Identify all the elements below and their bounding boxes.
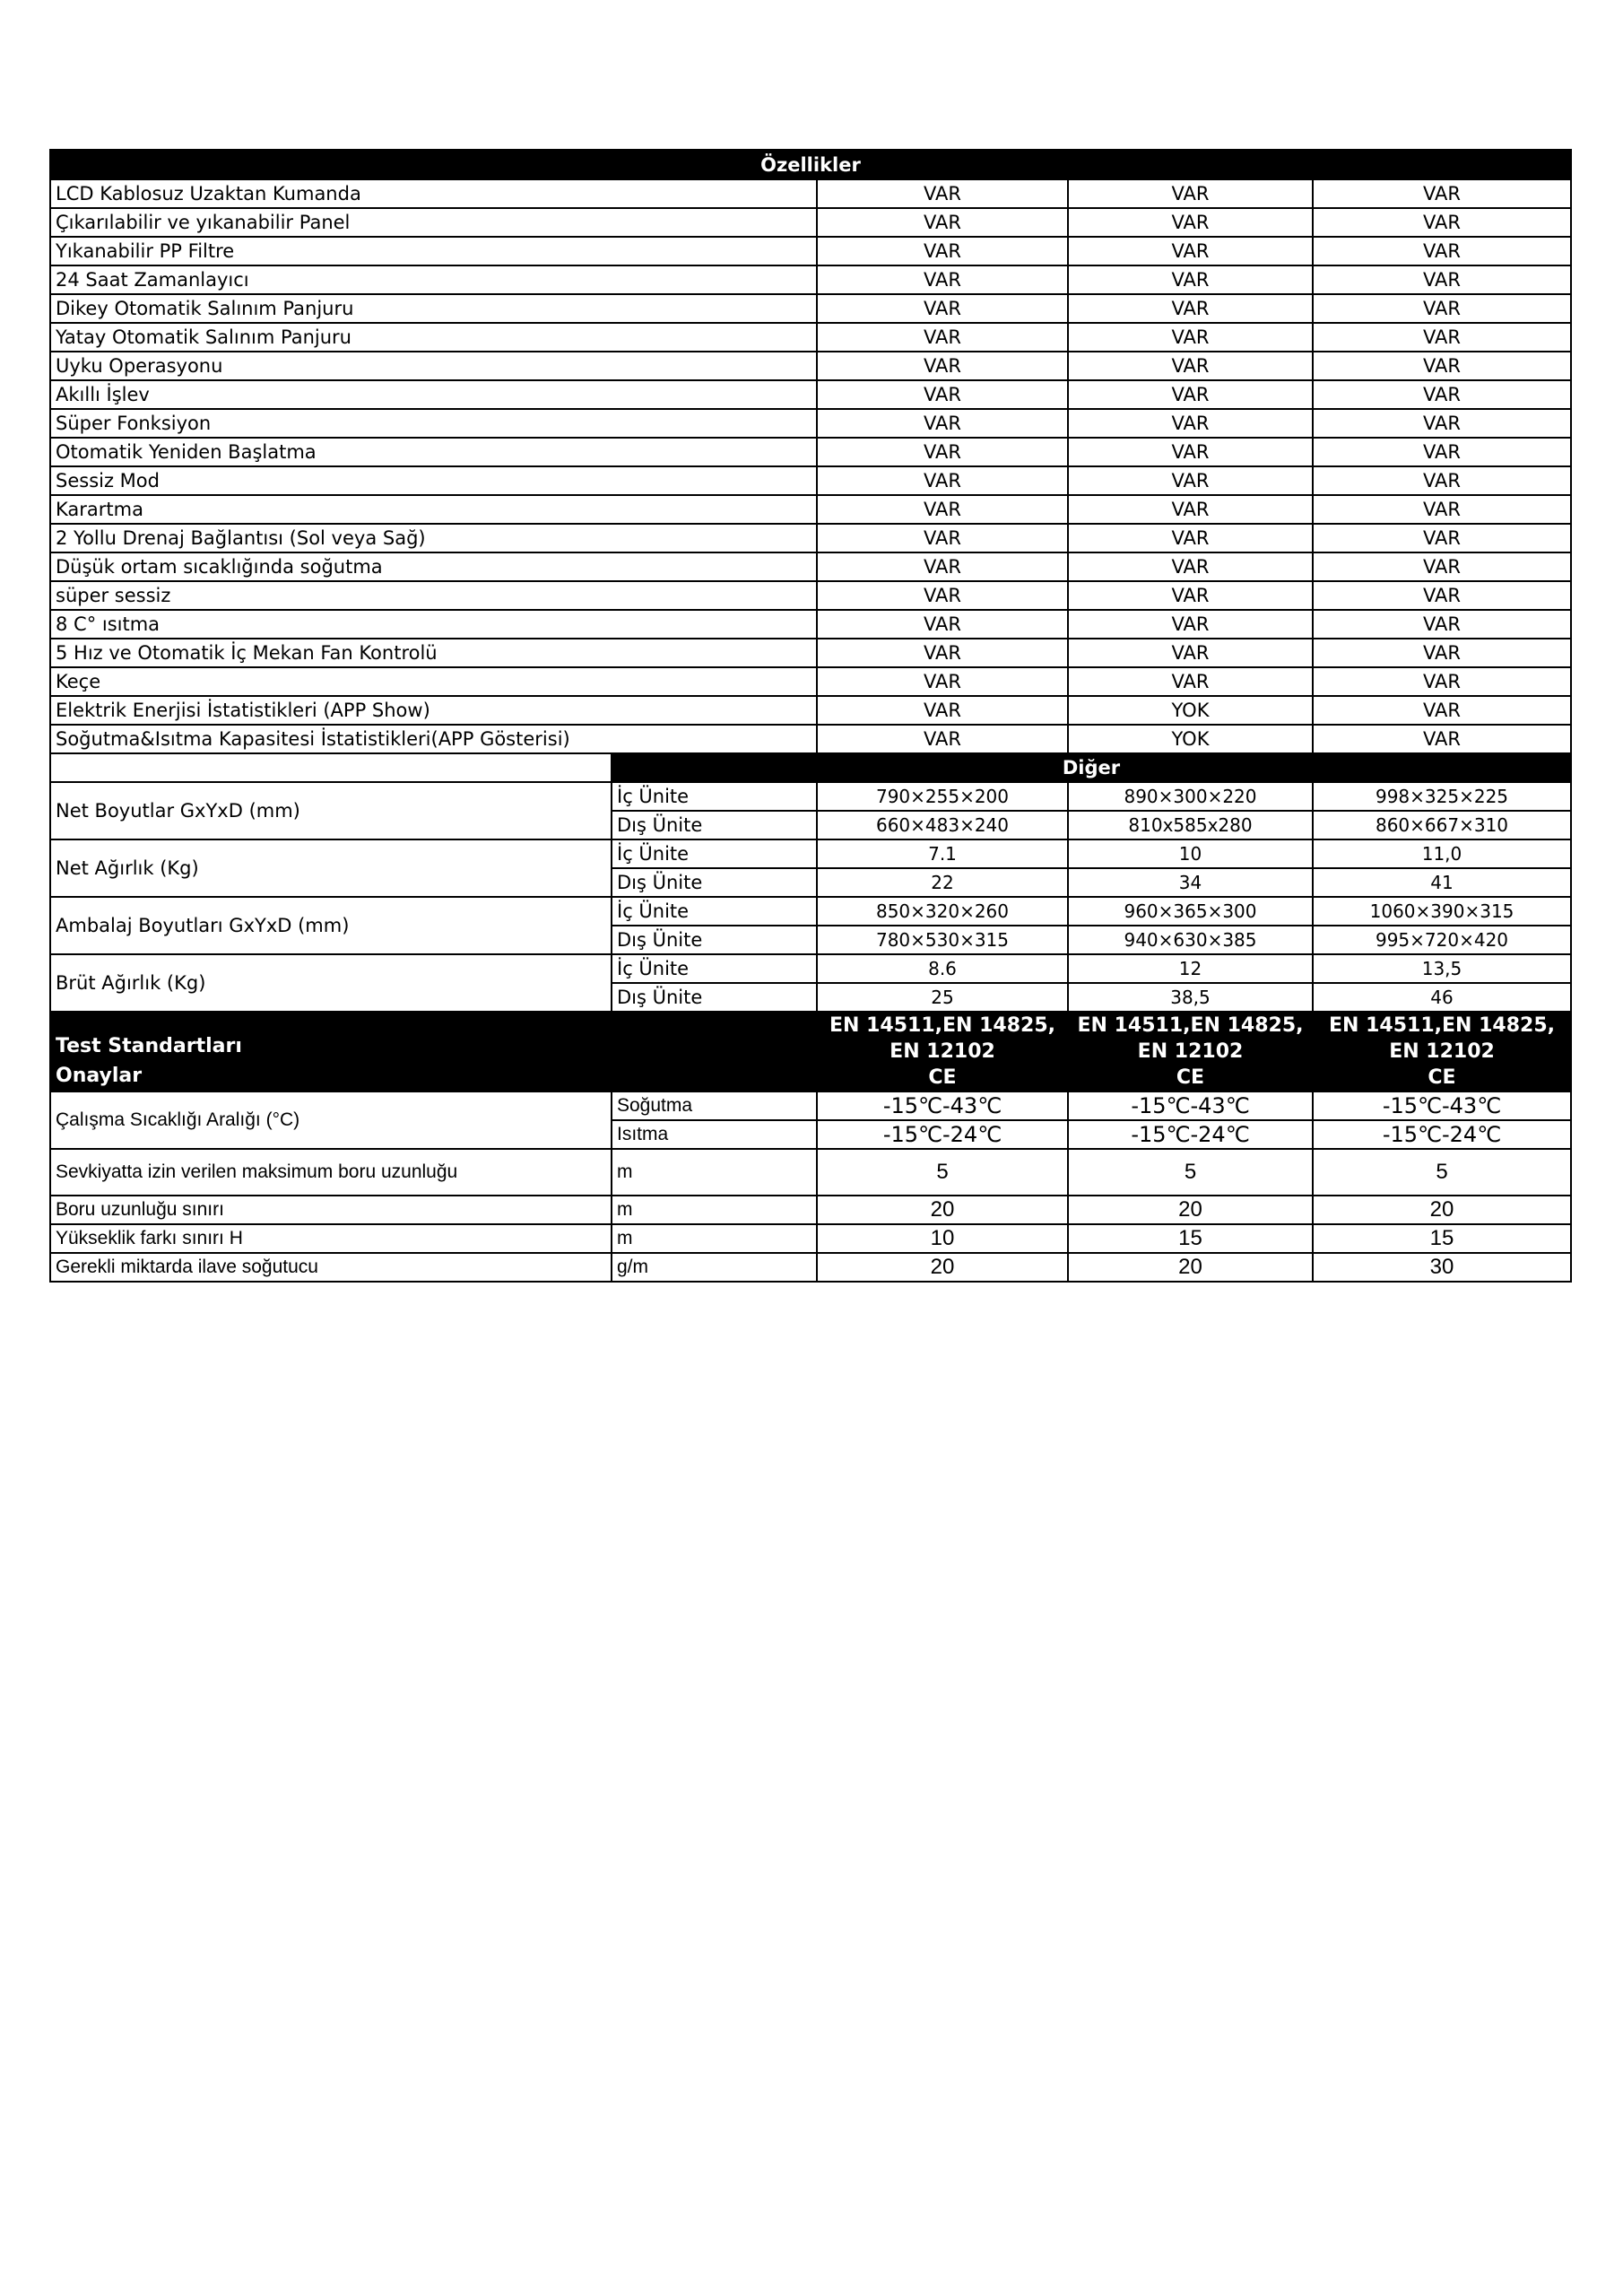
approval-value: CE	[1428, 1066, 1456, 1089]
standards-label	[50, 1012, 817, 1091]
feature-value: VAR	[1313, 466, 1571, 495]
feature-value: VAR	[1068, 352, 1313, 380]
pipe-row	[50, 1196, 1571, 1224]
dimension-label: Net Boyutlar GxYxD (mm)	[50, 782, 612, 839]
pipe-value: 5	[1313, 1149, 1571, 1196]
feature-value: VAR	[1068, 524, 1313, 552]
feature-value: VAR	[1313, 179, 1571, 208]
standard-line: EN 12102	[1389, 1040, 1495, 1063]
feature-value: VAR	[1068, 552, 1313, 581]
dimension-value: 660×483×240	[817, 811, 1068, 839]
standard-line: EN 12102	[890, 1040, 995, 1063]
pipe-value: 15	[1068, 1224, 1313, 1253]
dimension-value: 995×720×420	[1313, 926, 1571, 954]
feature-value: VAR	[1313, 524, 1571, 552]
feature-value: VAR	[1313, 438, 1571, 466]
feature-value: VAR	[817, 466, 1068, 495]
feature-value: VAR	[817, 524, 1068, 552]
dimension-value: 960×365×300	[1068, 897, 1313, 926]
feature-label: Düşük ortam sıcaklığında soğutma	[50, 552, 817, 581]
dimension-value: 34	[1068, 868, 1313, 897]
feature-value: VAR	[1068, 323, 1313, 352]
pipe-value: 5	[1068, 1149, 1313, 1196]
feature-row	[50, 208, 1571, 237]
feature-label: süper sessiz	[50, 581, 817, 610]
pipe-row	[50, 1253, 1571, 1282]
feature-row	[50, 438, 1571, 466]
feature-value: VAR	[1313, 323, 1571, 352]
feature-value: VAR	[817, 495, 1068, 524]
feature-value: VAR	[817, 352, 1068, 380]
feature-label: Çıkarılabilir ve yıkanabilir Panel	[50, 208, 817, 237]
dimension-value: 850×320×260	[817, 897, 1068, 926]
standards-value	[1068, 1012, 1313, 1091]
feature-row	[50, 610, 1571, 639]
pipe-unit: m	[612, 1224, 817, 1253]
feature-value: VAR	[1068, 208, 1313, 237]
feature-label: Soğutma&Isıtma Kapasitesi İstatistikleri(APP Gösterisi)	[50, 725, 817, 753]
feature-row	[50, 495, 1571, 524]
feature-label: Uyku Operasyonu	[50, 352, 817, 380]
dimension-value: 1060×390×315	[1313, 897, 1571, 926]
feature-value: VAR	[1313, 696, 1571, 725]
approval-value: CE	[1176, 1066, 1205, 1089]
feature-value: VAR	[1068, 495, 1313, 524]
dimension-value: 8.6	[817, 954, 1068, 983]
feature-row	[50, 696, 1571, 725]
pipe-value: 5	[817, 1149, 1068, 1196]
temperature-value: -15℃-24℃	[1068, 1120, 1313, 1149]
pipe-value: 20	[817, 1196, 1068, 1224]
feature-label: Yıkanabilir PP Filtre	[50, 237, 817, 265]
spec-table	[49, 149, 1572, 1283]
feature-value: VAR	[1313, 667, 1571, 696]
feature-row	[50, 323, 1571, 352]
feature-row	[50, 352, 1571, 380]
feature-row	[50, 581, 1571, 610]
mode-label: Soğutma	[612, 1091, 817, 1120]
feature-label: Keçe	[50, 667, 817, 696]
feature-row	[50, 552, 1571, 581]
dimension-row	[50, 839, 1571, 868]
standards-row	[50, 1012, 1571, 1091]
approvals-label: Onaylar	[56, 1065, 143, 1087]
temperature-value: -15℃-43℃	[1068, 1091, 1313, 1120]
dimension-value: 7.1	[817, 839, 1068, 868]
pipe-value: 20	[1313, 1196, 1571, 1224]
feature-value: VAR	[1313, 380, 1571, 409]
feature-value: YOK	[1068, 696, 1313, 725]
feature-value: VAR	[1313, 639, 1571, 667]
feature-label: Süper Fonksiyon	[50, 409, 817, 438]
dimension-row	[50, 897, 1571, 926]
feature-label: Otomatik Yeniden Başlatma	[50, 438, 817, 466]
feature-row	[50, 524, 1571, 552]
feature-label: 2 Yollu Drenaj Bağlantısı (Sol veya Sağ)	[50, 524, 817, 552]
feature-row	[50, 237, 1571, 265]
dimension-value: 810x585x280	[1068, 811, 1313, 839]
feature-value: VAR	[1068, 610, 1313, 639]
dimension-value: 25	[817, 983, 1068, 1012]
feature-row	[50, 409, 1571, 438]
other-header: Diğer	[612, 753, 1571, 782]
dimension-label: Net Ağırlık (Kg)	[50, 839, 612, 897]
dimension-value: 860×667×310	[1313, 811, 1571, 839]
temperature-value: -15℃-43℃	[1313, 1091, 1571, 1120]
pipe-label: Sevkiyatta izin verilen maksimum boru uzunluğu	[50, 1149, 612, 1196]
feature-row	[50, 265, 1571, 294]
feature-value: YOK	[1068, 725, 1313, 753]
pipe-label: Boru uzunluğu sınırı	[50, 1196, 612, 1224]
dimension-value: 22	[817, 868, 1068, 897]
standards-value	[817, 1012, 1068, 1091]
pipe-unit: m	[612, 1149, 817, 1196]
feature-value: VAR	[1068, 237, 1313, 265]
feature-value: VAR	[1313, 581, 1571, 610]
feature-value: VAR	[817, 380, 1068, 409]
feature-value: VAR	[1313, 208, 1571, 237]
feature-row	[50, 639, 1571, 667]
other-header-blank	[50, 753, 612, 782]
feature-value: VAR	[1068, 294, 1313, 323]
pipe-value: 10	[817, 1224, 1068, 1253]
pipe-unit: m	[612, 1196, 817, 1224]
feature-label: LCD Kablosuz Uzaktan Kumanda	[50, 179, 817, 208]
pipe-label: Gerekli miktarda ilave soğutucu	[50, 1253, 612, 1282]
dimension-value: 940×630×385	[1068, 926, 1313, 954]
feature-label: Elektrik Enerjisi İstatistikleri (APP Show)	[50, 696, 817, 725]
features-header-row	[50, 150, 1571, 179]
feature-value: VAR	[1313, 610, 1571, 639]
feature-label: Akıllı İşlev	[50, 380, 817, 409]
feature-row	[50, 179, 1571, 208]
feature-value: VAR	[817, 179, 1068, 208]
dimension-row	[50, 954, 1571, 983]
feature-value: VAR	[1313, 237, 1571, 265]
feature-value: VAR	[1313, 265, 1571, 294]
unit-type: İç Ünite	[612, 782, 817, 811]
feature-value: VAR	[817, 610, 1068, 639]
unit-type: Dış Ünite	[612, 983, 817, 1012]
dimension-value: 13,5	[1313, 954, 1571, 983]
other-header-row	[50, 753, 1571, 782]
pipe-row	[50, 1224, 1571, 1253]
feature-value: VAR	[1313, 495, 1571, 524]
dimension-value: 10	[1068, 839, 1313, 868]
feature-label: Yatay Otomatik Salınım Panjuru	[50, 323, 817, 352]
temperature-value: -15℃-24℃	[1313, 1120, 1571, 1149]
dimension-label: Ambalaj Boyutları GxYxD (mm)	[50, 897, 612, 954]
feature-value: VAR	[1068, 265, 1313, 294]
feature-value: VAR	[817, 725, 1068, 753]
unit-type: Dış Ünite	[612, 926, 817, 954]
unit-type: Dış Ünite	[612, 868, 817, 897]
dimension-value: 780×530×315	[817, 926, 1068, 954]
feature-value: VAR	[1068, 466, 1313, 495]
feature-value: VAR	[1068, 639, 1313, 667]
temperature-label: Çalışma Sıcaklığı Aralığı (°C)	[50, 1091, 612, 1149]
feature-value: VAR	[1068, 581, 1313, 610]
temperature-value: -15℃-24℃	[817, 1120, 1068, 1149]
feature-row	[50, 380, 1571, 409]
feature-label: Dikey Otomatik Salınım Panjuru	[50, 294, 817, 323]
feature-value: VAR	[1313, 409, 1571, 438]
pipe-value: 20	[1068, 1196, 1313, 1224]
dimension-row	[50, 782, 1571, 811]
feature-value: VAR	[817, 208, 1068, 237]
test-standards-label: Test Standartları	[56, 1035, 242, 1057]
feature-row	[50, 725, 1571, 753]
approval-value: CE	[928, 1066, 957, 1089]
feature-value: VAR	[817, 696, 1068, 725]
dimension-value: 38,5	[1068, 983, 1313, 1012]
feature-value: VAR	[817, 237, 1068, 265]
feature-value: VAR	[1313, 294, 1571, 323]
unit-type: İç Ünite	[612, 954, 817, 983]
pipe-row	[50, 1149, 1571, 1196]
feature-value: VAR	[817, 294, 1068, 323]
standard-line: EN 12102	[1137, 1040, 1244, 1063]
feature-value: VAR	[1068, 438, 1313, 466]
dimension-value: 11,0	[1313, 839, 1571, 868]
temperature-value: -15℃-43℃	[817, 1091, 1068, 1120]
pipe-unit: g/m	[612, 1253, 817, 1282]
pipe-value: 20	[1068, 1253, 1313, 1282]
feature-row	[50, 667, 1571, 696]
feature-value: VAR	[817, 323, 1068, 352]
pipe-value: 15	[1313, 1224, 1571, 1253]
standard-line: EN 14511,EN 14825,	[1329, 1014, 1555, 1037]
dimension-label: Brüt Ağırlık (Kg)	[50, 954, 612, 1012]
pipe-value: 20	[817, 1253, 1068, 1282]
feature-label: 24 Saat Zamanlayıcı	[50, 265, 817, 294]
feature-value: VAR	[1068, 409, 1313, 438]
feature-value: VAR	[1313, 725, 1571, 753]
feature-label: Sessiz Mod	[50, 466, 817, 495]
feature-value: VAR	[817, 438, 1068, 466]
feature-label: 5 Hız ve Otomatik İç Mekan Fan Kontrolü	[50, 639, 817, 667]
feature-value: VAR	[1068, 179, 1313, 208]
unit-type: Dış Ünite	[612, 811, 817, 839]
feature-value: VAR	[817, 265, 1068, 294]
standards-value	[1313, 1012, 1571, 1091]
features-header: Özellikler	[50, 150, 1571, 179]
feature-row	[50, 294, 1571, 323]
standard-line: EN 14511,EN 14825,	[829, 1014, 1055, 1037]
pipe-value: 30	[1313, 1253, 1571, 1282]
feature-value: VAR	[817, 552, 1068, 581]
feature-value: VAR	[1313, 352, 1571, 380]
dimension-value: 790×255×200	[817, 782, 1068, 811]
feature-label: 8 C° ısıtma	[50, 610, 817, 639]
unit-type: İç Ünite	[612, 839, 817, 868]
dimension-value: 41	[1313, 868, 1571, 897]
dimension-value: 46	[1313, 983, 1571, 1012]
feature-value: VAR	[817, 581, 1068, 610]
feature-row	[50, 466, 1571, 495]
feature-value: VAR	[817, 639, 1068, 667]
feature-value: VAR	[1068, 667, 1313, 696]
feature-label: Karartma	[50, 495, 817, 524]
unit-type: İç Ünite	[612, 897, 817, 926]
feature-value: VAR	[1313, 552, 1571, 581]
dimension-value: 998×325×225	[1313, 782, 1571, 811]
feature-value: VAR	[1068, 380, 1313, 409]
feature-value: VAR	[817, 409, 1068, 438]
feature-value: VAR	[817, 667, 1068, 696]
dimension-value: 12	[1068, 954, 1313, 983]
dimension-value: 890×300×220	[1068, 782, 1313, 811]
temperature-row	[50, 1091, 1571, 1120]
pipe-label: Yükseklik farkı sınırı H	[50, 1224, 612, 1253]
standard-line: EN 14511,EN 14825,	[1077, 1014, 1304, 1037]
mode-label: Isıtma	[612, 1120, 817, 1149]
